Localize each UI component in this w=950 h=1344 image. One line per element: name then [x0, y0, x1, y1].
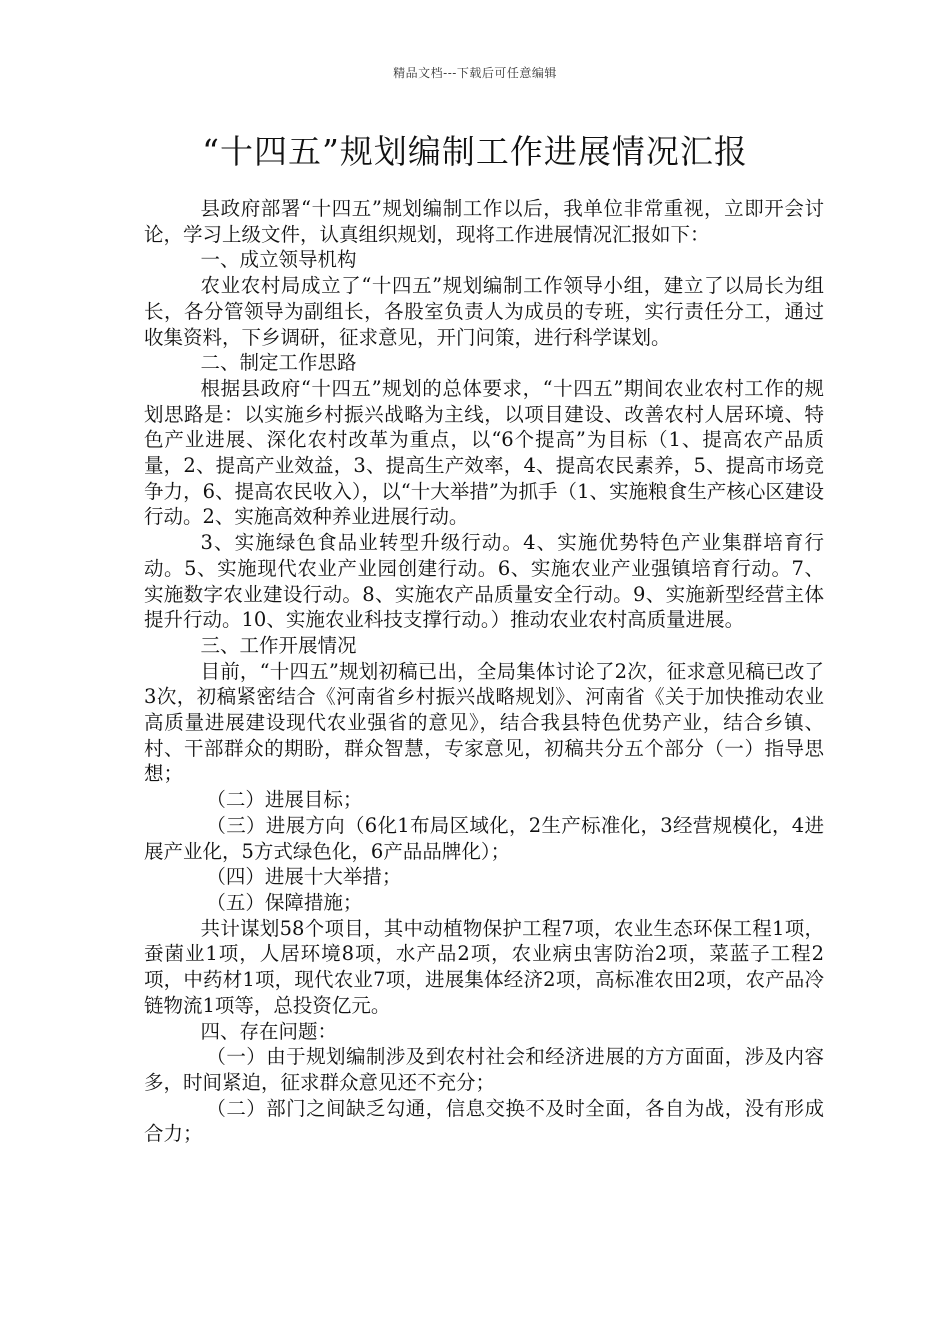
section-3-paragraph: 目前，“十四五”规划初稿已出，全局集体讨论了2次，征求意见稿已改了3次，初稿紧密结合《河南省乡村振兴战略规划》、河南省《关于加快推动农业高质量进展建设现代农业强省的意见》，结合我县特色优势产业，结合乡镇、村、干部群众的期盼，群众智慧，专家意见，初稿共分五个部分（一）指导思想； [144, 659, 824, 786]
section-2-paragraph-2: 3、实施绿色食品业转型升级行动。4、实施优势特色产业集群培育行动。5、实施现代农业产业园创建行动。6、实施农业产业强镇培育行动。7、实施数字农业建设行动。8、实施农产品质量安全行动。9、实施新型经营主体提升行动。10、实施农业科技支撑行动。）推动农业农村高质量进展。 [144, 531, 824, 632]
section-2-paragraph-1: 根据县政府“十四五”规划的总体要求，“十四五”期间农业农村工作的规划思路是：以实施乡村振兴战略为主线，以项目建设、改善农村人居环境、特色产业进展、深化农村改革为重点，以“6个提高”为目标（1、提高农产品质量，2、提高产业效益，3、提高生产效率，4、提高农民素养，5、提高市场竞争力，6、提高农民收入），以“十大举措”为抓手（1、实施粮食生产核心区建设行动。2、实施高效种养业进展行动。 [144, 376, 824, 529]
section-3-item-4: （四）进展十大举措； [206, 865, 402, 889]
section-3-item-2: （二）进展目标； [206, 788, 363, 812]
section-4-item-2: （二）部门之间缺乏勾通，信息交换不及时全面，各自为战，没有形成合力； [144, 1096, 824, 1146]
intro-paragraph: 县政府部署“十四五”规划编制工作以后，我单位非常重视，立即开会讨论，学习上级文件，认真组织规划，现将工作进展情况汇报如下： [144, 197, 824, 246]
section-3-item-5: （五）保障措施； [206, 890, 363, 914]
document-title: “十四五”规划编制工作进展情况汇报 [202, 132, 748, 171]
document-header-note: 精品文档---下载后可任意编辑 [393, 66, 557, 80]
section-3-item-3: （三）进展方向（6化1布局区域化，2生产标准化，3经营规模化，4进展产业化，5方式绿色化，6产品品牌化）； [144, 813, 824, 863]
section-3-projects-paragraph: 共计谋划58个项目，其中动植物保护工程7项，农业生态环保工程1项，蚕菌业1项，人居环境8项，水产品2项，农业病虫害防治2项，菜蓝子工程2项，中药材1项，现代农业7项，进展集体经济2项，高标准农田2项，农产品冷链物流1项等，总投资亿元。 [144, 916, 824, 1017]
document-body [144, 196, 824, 1147]
section-heading-4: 四、存在问题： [200, 1019, 338, 1043]
section-4-item-1: （一）由于规划编制涉及到农村社会和经济进展的方方面面，涉及内容多，时间紧迫，征求群众意见还不充分； [144, 1045, 824, 1094]
section-heading-2: 二、制定工作思路 [200, 351, 357, 375]
section-heading-3: 三、工作开展情况 [200, 633, 357, 657]
section-heading-1: 一、成立领导机构 [200, 248, 357, 272]
section-1-paragraph: 农业农村局成立了“十四五”规划编制工作领导小组，建立了以局长为组长，各分管领导为副组长，各股室负责人为成员的专班，实行责任分工，通过收集资料，下乡调研，征求意见，开门问策，进行科学谋划。 [144, 274, 824, 349]
